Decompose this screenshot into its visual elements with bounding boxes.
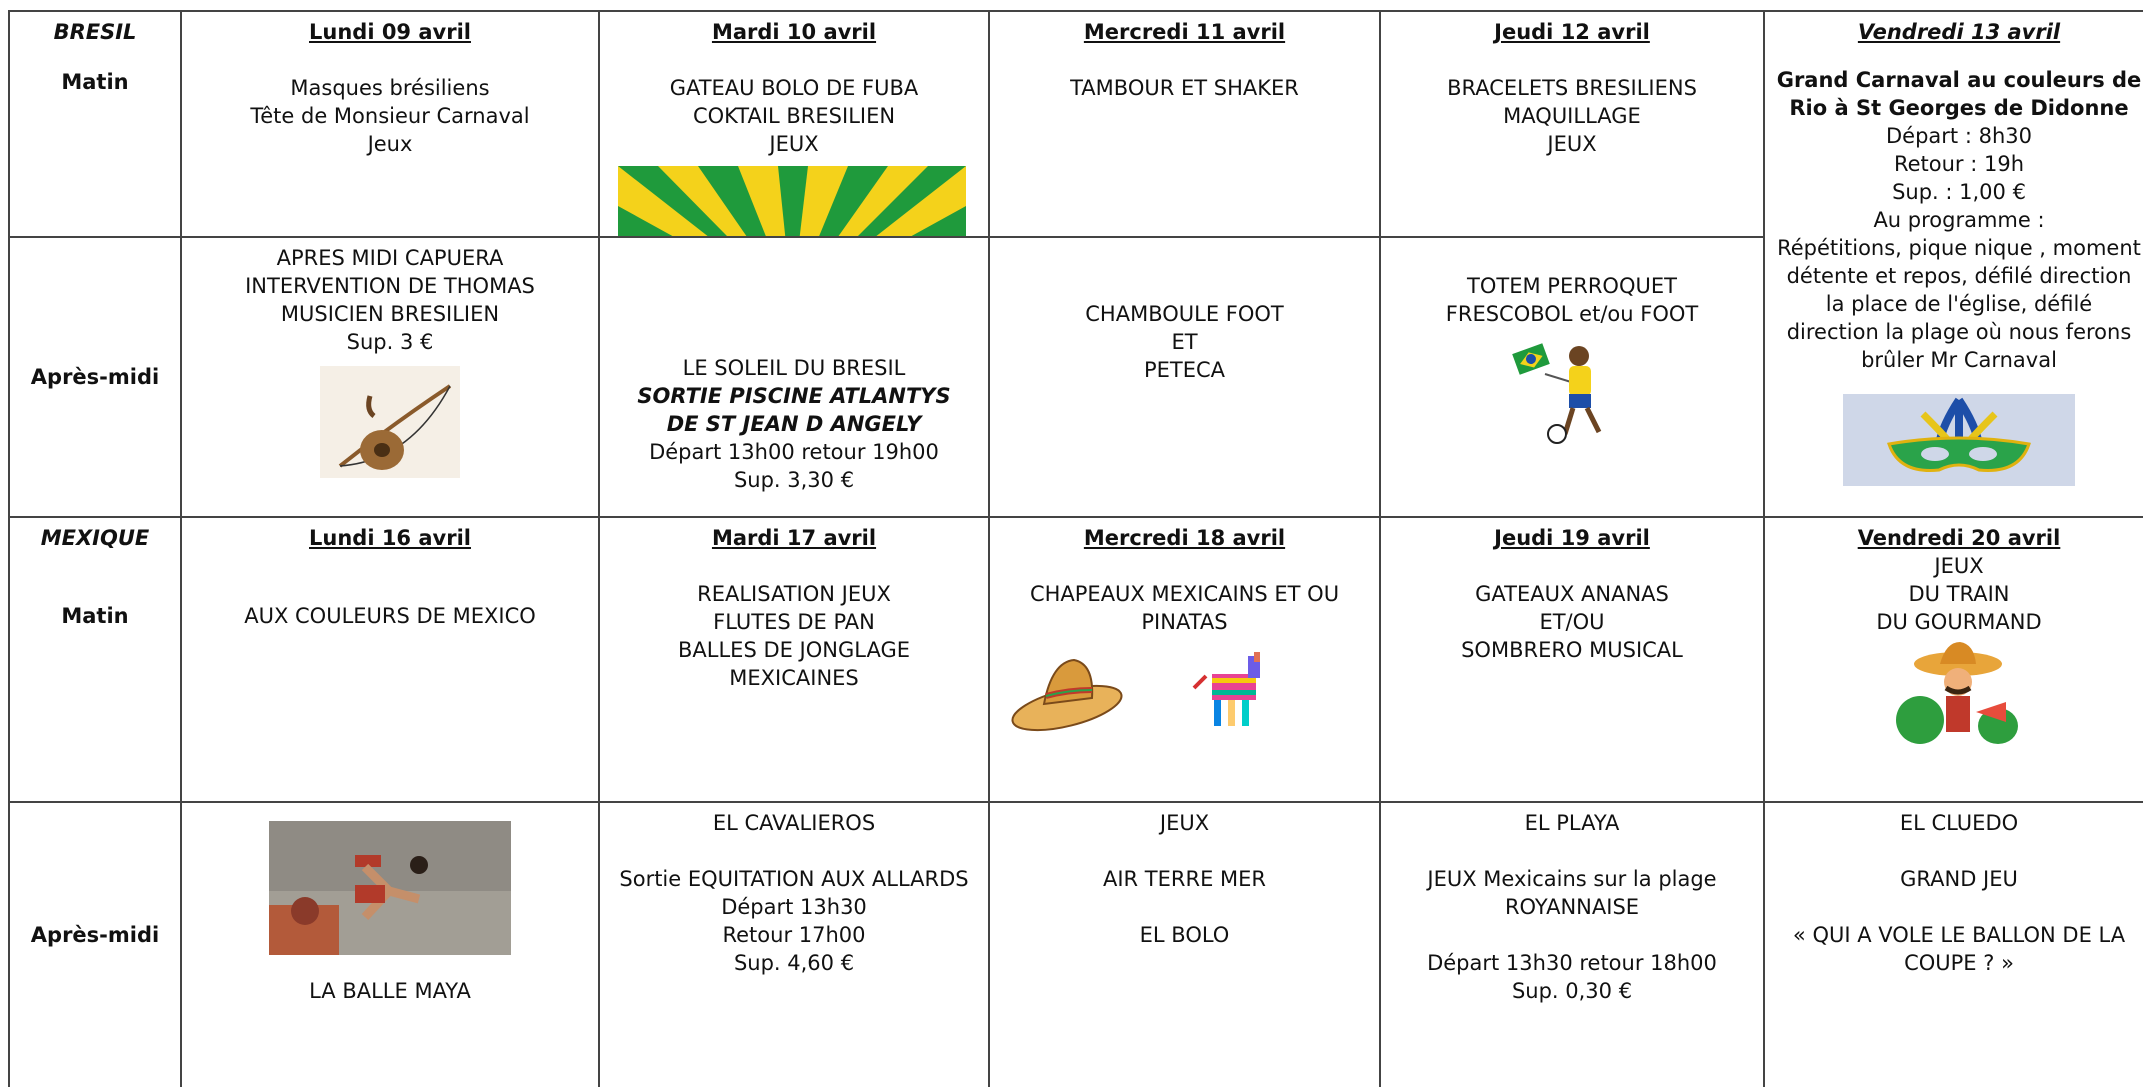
activity-line: REALISATION JEUX [697,582,891,606]
activity-line: GATEAU BOLO DE FUBA [669,76,919,100]
activity-line: EL BOLO [1139,923,1230,947]
day-title: Mardi 17 avril [711,526,877,550]
activity-line: JEUX Mexicains sur la plage [1427,867,1717,891]
activity-line: JEUX [1547,132,1597,156]
activity-line: JEUX [1934,554,1984,578]
activity-line: APRES MIDI CAPUERA [276,246,504,270]
pinata-image [1190,648,1278,744]
day-title: Mardi 10 avril [711,20,877,44]
week2-morning-label-cell [10,518,182,803]
detail-line: brûler Mr Carnaval [1861,348,2057,372]
thu19-afternoon-cell [1381,803,1765,1087]
activity-line: ET/OU [1539,610,1605,634]
detail-line: Au programme : [1873,208,2045,232]
week2-afternoon-label-cell [10,803,182,1087]
mon09-morning-cell [182,12,600,238]
time-line: Départ 13h00 retour 19h00 [649,440,939,464]
activity-line: EL PLAYA [1524,811,1620,835]
detail-line: Sup. : 1,00 € [1892,180,2026,204]
spacer-line [1771,837,2143,865]
detail-line: Départ : 8h30 [1886,124,2032,148]
berimbau-image [320,366,460,478]
price-line: Sup. 3,30 € [733,468,855,492]
activity-line: ROYANNAISE [1504,895,1640,919]
detail-line: la place de l'église, défilé [1825,292,2093,316]
fri13-cell [1765,12,2143,518]
time-line: Départ 13h30 retour 18h00 [1427,951,1717,975]
spacer-line [606,837,982,865]
detail-line: Retour : 19h [1893,152,2025,176]
week2-country: MEXIQUE [40,526,150,550]
fri20-afternoon-cell [1765,803,2143,1087]
activity-line: LE SOLEIL DU BRESIL [682,356,906,380]
activity-line: PINATAS [1141,610,1228,634]
activity-line: MEXICAINES [729,666,859,690]
day-title: Lundi 16 avril [309,526,471,550]
headline-line: Rio à St Georges de Didonne [1789,96,2129,120]
activity-line: COUPE ? » [1904,951,2014,975]
mon16-afternoon-cell [182,803,600,1087]
outing-line: DE ST JEAN D ANGELY [666,412,922,436]
detail-line: Répétitions, pique nique , moment [1777,236,2141,260]
activity-line: GATEAUX ANANAS [1475,582,1669,606]
activity-line: PETECA [1143,358,1226,382]
week1-afternoon-label: Après-midi [30,365,160,389]
wed11-afternoon-cell [990,238,1381,518]
activity-line: ET [1171,330,1198,354]
detail-line: direction la plage où nous ferons [1786,320,2132,344]
day-title: Vendredi 13 avril [1857,20,2061,44]
carnival-mask-image [1843,394,2075,486]
week1-afternoon-label-cell [10,238,182,518]
spacer-line [1387,837,1757,865]
thu12-morning-cell [1381,12,1765,238]
maya-ball-photo [269,821,511,955]
activity-line: DU GOURMAND [1876,610,2042,634]
day-title: Mercredi 18 avril [1083,526,1286,550]
activity-line: BRACELETS BRESILIENS [1447,76,1697,100]
activity-line: LA BALLE MAYA [309,979,471,1003]
activity-line: Sortie EQUITATION AUX ALLARDS [619,867,969,891]
sombrero-image [1008,646,1126,738]
activity-line: JEUX [1159,811,1210,835]
mon16-morning-cell [182,518,600,803]
wed11-morning-cell [990,12,1381,238]
week1-morning-label-cell [10,12,182,238]
activity-line: AUX COULEURS DE MEXICO [244,604,536,628]
day-title: Mercredi 11 avril [1083,20,1286,44]
tue17-morning-cell [600,518,990,803]
activity-line: FRESCOBOL et/ou FOOT [1445,302,1699,326]
outing-line: SORTIE PISCINE ATLANTYS [637,384,951,408]
day-title: Jeudi 12 avril [1494,20,1650,44]
activity-line: JEUX [769,132,819,156]
headline-line: Grand Carnaval au couleurs de [1776,68,2142,92]
day-title: Lundi 09 avril [309,20,471,44]
week1-morning-label: Matin [61,70,129,94]
activity-line: COKTAIL BRESILIEN [692,104,896,128]
activity-line: Jeux [367,132,413,156]
activity-line: GRAND JEU [1900,867,2018,891]
tue17-afternoon-cell [600,803,990,1087]
activity-line: Masques brésiliens [290,76,490,100]
wed18-afternoon-cell [990,803,1381,1087]
day-title: Vendredi 20 avril [1857,526,2061,550]
week2-afternoon-label: Après-midi [30,923,160,947]
fri20-morning-cell [1765,518,2143,803]
tue10-afternoon-cell [600,238,990,518]
activity-line: SOMBRERO MUSICAL [1461,638,1683,662]
schedule-table [8,10,2143,1087]
spacer-line [996,893,1373,921]
spacer-line [996,837,1373,865]
activity-line: INTERVENTION DE THOMAS [245,274,535,298]
mon09-afternoon-cell [182,238,600,518]
activity-line: « QUI A VOLE LE BALLON DE LA [1792,923,2126,947]
activity-line: FLUTES DE PAN [713,610,875,634]
week1-country: BRESIL [53,20,137,44]
activity-line: Tête de Monsieur Carnaval [250,104,530,128]
spacer-line [1387,921,1757,949]
tue10-morning-cell [600,12,990,238]
time-line: Départ 13h30 [721,895,867,919]
spacer-line [1771,893,2143,921]
activity-line: TAMBOUR ET SHAKER [1070,76,1299,100]
day-title: Jeudi 19 avril [1494,526,1650,550]
activity-line: BALLES DE JONGLAGE [678,638,910,662]
time-line: Retour 17h00 [722,923,866,947]
thu19-morning-cell [1381,518,1765,803]
thu12-afternoon-cell [1381,238,1765,518]
brazil-sunburst-image [618,166,966,238]
activity-line: CHAPEAUX MEXICAINS ET OU [1029,582,1340,606]
activity-line: MAQUILLAGE [1503,104,1641,128]
activity-line: AIR TERRE MER [1102,867,1267,891]
activity-line: CHAMBOULE FOOT [1085,302,1284,326]
activity-line: EL CLUEDO [1899,811,2019,835]
price-line: Sup. 4,60 € [733,951,855,975]
wed18-morning-cell [990,518,1381,803]
mexican-watermelon-image [1894,642,2024,746]
activity-line: EL CAVALIEROS [712,811,876,835]
activity-line: MUSICIEN BRESILIEN [280,302,500,326]
detail-line: détente et repos, défilé direction [1786,264,2132,288]
week2-morning-label: Matin [61,604,129,628]
price-line: Sup. 3 € [346,330,434,354]
price-line: Sup. 0,30 € [1511,979,1633,1003]
football-player-image [1509,334,1635,446]
activity-line: TOTEM PERROQUET [1467,274,1677,298]
activity-line: DU TRAIN [1908,582,2010,606]
